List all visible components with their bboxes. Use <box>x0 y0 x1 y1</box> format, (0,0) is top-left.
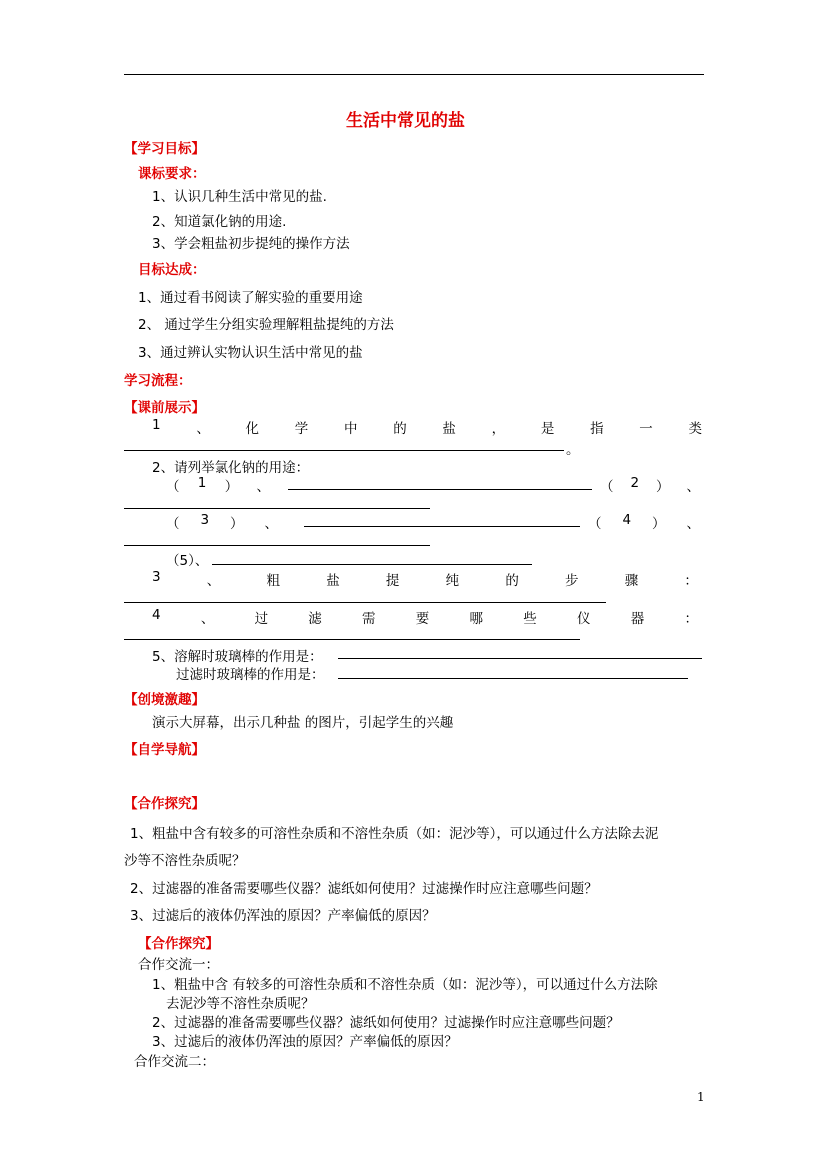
selfstudy-heading: 【自学导航】 <box>124 742 205 758</box>
preview-q2: 2、请列举氯化钠的用途： <box>152 460 310 476</box>
char: 化 <box>245 421 260 437</box>
coop-q1: 1、粗盐中含有较多的可溶性杂质和不溶性杂质（如：泥沙等），可以通过什么方法除去泥 <box>130 826 659 842</box>
objectives-heading: 【学习目标】 <box>124 141 205 157</box>
process-heading: 学习流程： <box>124 373 192 389</box>
achieve-item: 1、通过看书阅读了解实验的重要用途 <box>138 290 363 306</box>
preview-q4: 4 、 过 滤 需 要 哪 些 仪 器 ： <box>152 607 698 627</box>
q1-end: 。 <box>566 442 580 458</box>
coop-q2: 2、过滤器的准备需要哪些仪器？滤纸如何使用？过滤操作时应注意哪些问题？ <box>130 881 598 897</box>
preview-q5b: 过滤时玻璃棒的作用是： <box>176 667 325 683</box>
preview-q5a: 5、溶解时玻璃棒的作用是： <box>152 649 323 665</box>
document-title: 生活中常见的盐 <box>346 111 465 131</box>
answer-blank[interactable] <box>338 678 688 679</box>
coop2-q1: 1、粗盐中含 有较多的可溶性杂质和不溶性杂质（如：泥沙等），可以通过什么方法除 <box>152 977 658 993</box>
situation-text: 演示大屏幕，出示几种盐 的图片，引起学生的兴趣 <box>152 715 454 731</box>
answer-blank[interactable] <box>338 658 702 659</box>
preview-heading: 【课前展示】 <box>124 400 205 416</box>
preview-q1 <box>152 417 702 437</box>
char: 、 <box>196 421 210 437</box>
char: 一 <box>639 421 653 437</box>
coop2-q1-cont: 去泥沙等不溶性杂质呢？ <box>166 996 315 1012</box>
answer-blank[interactable] <box>288 489 592 490</box>
coop2-q3: 3、过滤后的液体仍浑浊的原因？产率偏低的原因？ <box>152 1034 458 1050</box>
achieve-item: 2、 通过学生分组实验理解粗盐提纯的方法 <box>138 317 394 333</box>
answer-blank[interactable] <box>124 602 606 603</box>
answer-blank[interactable] <box>124 508 430 509</box>
char: ， <box>491 421 506 437</box>
coop2-heading: 【合作探究】 <box>138 936 219 952</box>
char: 学 <box>294 421 309 437</box>
answer-blank[interactable] <box>124 545 430 546</box>
use-1-label: （ 1 ） 、 <box>166 475 270 495</box>
char: 是 <box>540 421 555 437</box>
achieve-item: 3、通过辨认实物认识生活中常见的盐 <box>138 345 363 361</box>
char: 中 <box>343 421 358 437</box>
use-5-label: （5）、 <box>166 553 209 569</box>
use-2-label: （ 2 ） 、 <box>600 475 700 495</box>
curriculum-item: 1、认识几种生活中常见的盐. <box>152 189 327 205</box>
answer-blank[interactable] <box>124 450 564 451</box>
answer-blank[interactable] <box>124 639 580 640</box>
curriculum-item: 3、学会粗盐初步提纯的操作方法 <box>152 236 350 252</box>
coop-heading: 【合作探究】 <box>124 796 205 812</box>
char: 类 <box>688 421 702 437</box>
situation-heading: 【创境激趣】 <box>124 692 205 708</box>
char: 的 <box>393 421 407 437</box>
use-4-label: （ 4 ） 、 <box>588 512 700 532</box>
coop-q1-cont: 沙等不溶性杂质呢？ <box>124 853 246 869</box>
achieve-heading: 目标达成： <box>138 262 206 278</box>
char: 盐 <box>442 421 456 437</box>
answer-blank[interactable] <box>212 564 532 565</box>
preview-q3: 3 、 粗 盐 提 纯 的 步 骤 ： <box>152 569 698 589</box>
use-3-label: （ 3 ） 、 <box>166 512 278 532</box>
char: 1 <box>152 417 161 433</box>
header-rule <box>124 74 704 75</box>
char: 指 <box>590 421 604 437</box>
exchange-1: 合作交流一： <box>138 957 219 973</box>
coop2-q2: 2、过滤器的准备需要哪些仪器？滤纸如何使用？过滤操作时应注意哪些问题？ <box>152 1015 620 1031</box>
curriculum-item: 2、知道氯化钠的用途. <box>152 214 287 230</box>
page-number: 1 <box>697 1090 705 1104</box>
exchange-2: 合作交流二： <box>134 1054 215 1070</box>
coop-q3: 3、过滤后的液体仍浑浊的原因？产率偏低的原因？ <box>130 908 436 924</box>
curriculum-heading: 课标要求： <box>138 166 206 182</box>
answer-blank[interactable] <box>304 526 580 527</box>
